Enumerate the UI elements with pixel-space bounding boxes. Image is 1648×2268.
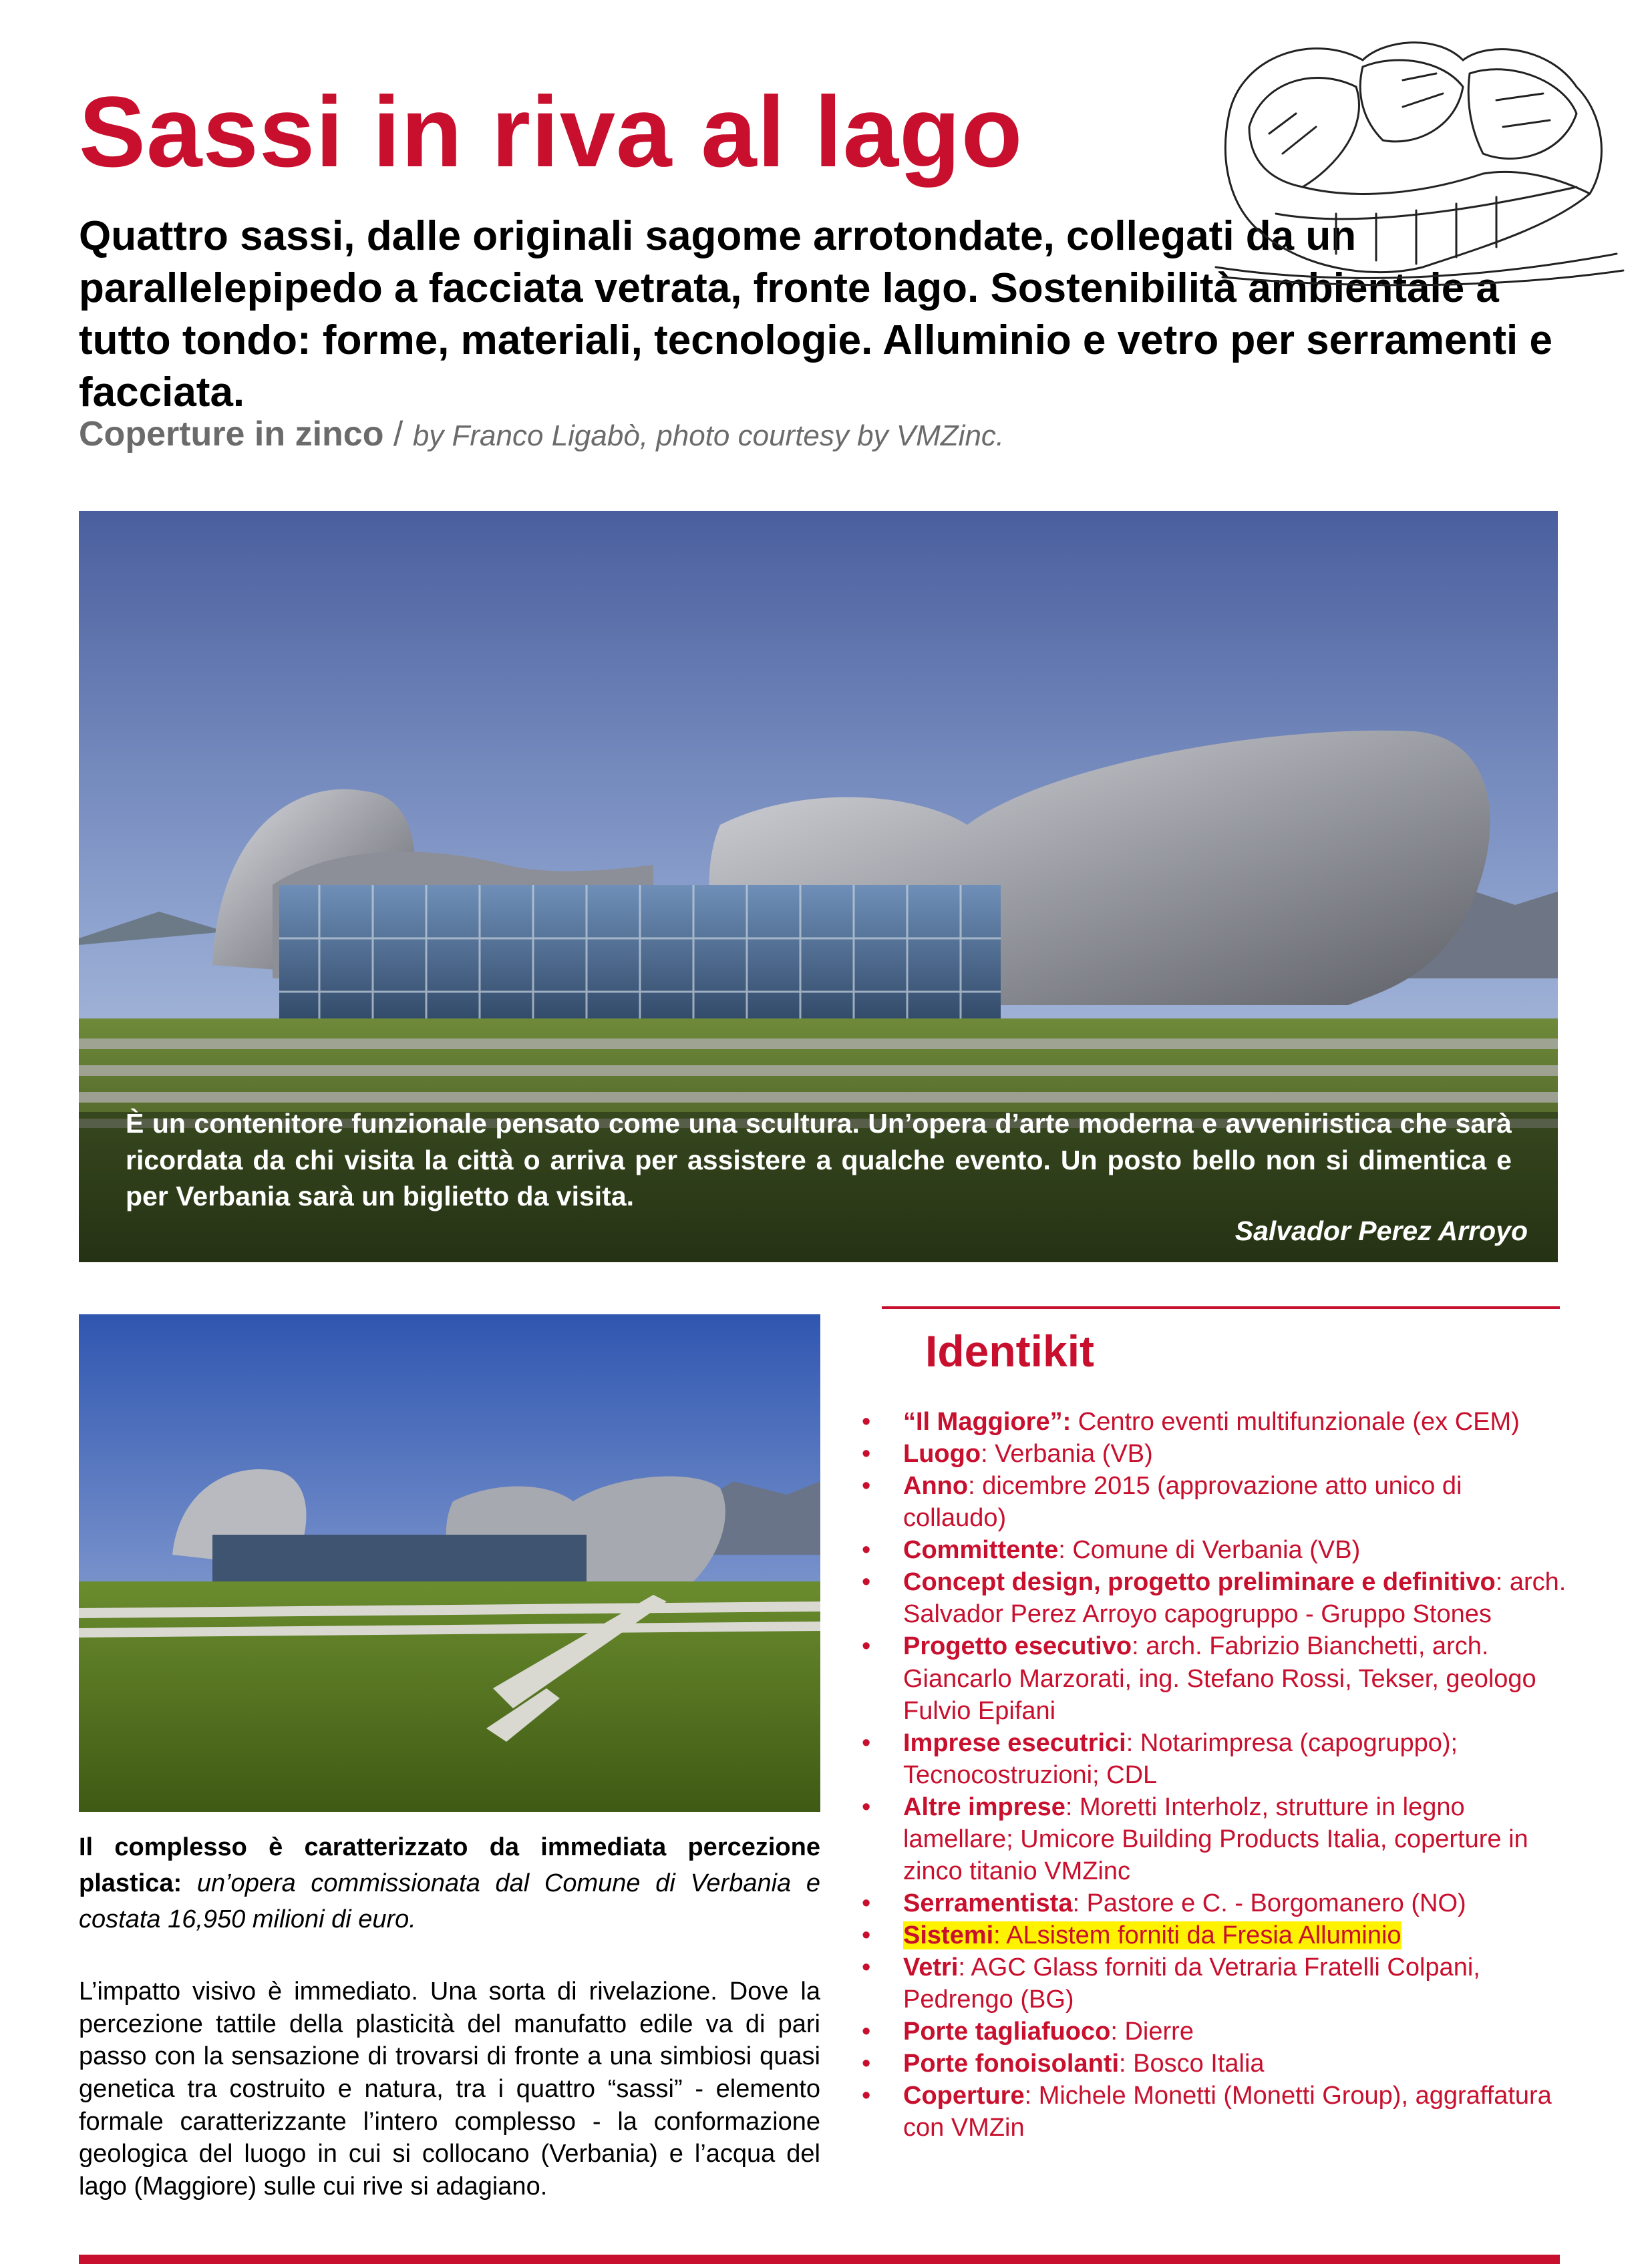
identikit-item: • Progetto esecutivo: arch. Fabrizio Bianchetti, arch. Giancarlo Marzorati, ing. Stefano Rossi, Tekser, geologo Fulvio Epifani [862,1630,1570,1726]
identikit-top-rule [882,1306,1560,1309]
identikit-title: Identikit [925,1326,1095,1376]
article-subtitle: Quattro sassi, dalle originali sagome arrotondate, collegati da un parallelepipedo a facciata vetrata, fronte lago. Sostenibilità ambientale a tutto tondo: forme, materiali, tecnologie. Alluminio e vetro per serramenti e facciata. [79,213,1552,416]
identikit-item: • Imprese esecutrici: Notarimpresa (capogruppo); Tecnocostruzioni; CDL [862,1727,1570,1791]
byline [79,414,1004,454]
identikit-item: • Vetri: AGC Glass forniti da Vetraria Fratelli Colpani, Pedrengo (BG) [862,1951,1570,2016]
article-title: Sassi in riva al lago [79,75,1023,188]
identikit-item: • Serramentista: Pastore e C. - Borgomanero (NO) [862,1887,1570,1919]
identikit-item: • Anno: dicembre 2015 (approvazione atto unico di collaudo) [862,1470,1570,1534]
body-paragraph: L’impatto visivo è immediato. Una sorta di rivelazione. Dove la percezione tattile della plasticità del manufatto edile va di pari passo con la sensazione di trovarsi di fronte a una simbiosi quasi genetica tra costruito e natura, tra i quattro “sassi” - elemento formale caratterizzante l’intero complesso - la conformazione geologica del luogo in cui si collocano (Verbania) e l’acqua del lago (Maggiore) sulle cui rive si adagiano. [79,1977,820,2201]
identikit-item: • Altre imprese: Moretti Interholz, strutture in legno lamellare; Umicore Building Products Italia, coperture in zinco titanio VMZinc [862,1791,1570,1887]
architecture-sketch-illustration [1202,13,1630,294]
identikit-item: • Concept design, progetto preliminare e definitivo: arch. Salvador Perez Arroyo capogruppo - Gruppo Stones [862,1566,1570,1630]
hero-quote: È un contenitore funzionale pensato come una scultura. Un’opera d’arte moderna e avveniristica che sarà ricordata da chi visita la città o arriva per assistere a qualche evento. Un posto bello non si dimentica e per Verbania sarà un biglietto da visita. [126,1108,1512,1212]
identikit-item: • Coperture: Michele Monetti (Monetti Group), aggraffatura con VMZin [862,2080,1570,2144]
caption-bold: Il complesso è caratterizzato da immediata percezione plastica: [79,1833,820,1897]
identikit-item: • Porte fonoisolanti: Bosco Italia [862,2048,1570,2080]
identikit-list [862,1406,1570,2144]
photo-caption [79,1830,820,1938]
byline-separator: / [383,415,413,453]
bottom-rule [79,2255,1560,2264]
identikit-item: • “Il Maggiore”: Centro eventi multifunzionale (ex CEM) [862,1406,1570,1438]
byline-category: Coperture in zinco [79,415,384,453]
caption-italic: un’opera commissionata dal Comune di Verbania e costata 16,950 milioni di euro. [79,1869,820,1933]
identikit-item: • Porte tagliafuoco: Dierre [862,2016,1570,2048]
identikit-item-highlighted: • Sistemi: ALsistem forniti da Fresia Alluminio [862,1919,1570,1951]
identikit-item: • Luogo: Verbania (VB) [862,1438,1570,1470]
byline-credit: by Franco Ligabò, photo courtesy by VMZinc. [412,419,1005,452]
secondary-photo [79,1314,820,1812]
hero-quote-author: Salvador Perez Arroyo [1234,1215,1528,1246]
identikit-item: • Committente: Comune di Verbania (VB) [862,1534,1570,1566]
hero-photo [79,511,1558,1262]
building-lawn-photo-illustration [79,1314,820,1812]
